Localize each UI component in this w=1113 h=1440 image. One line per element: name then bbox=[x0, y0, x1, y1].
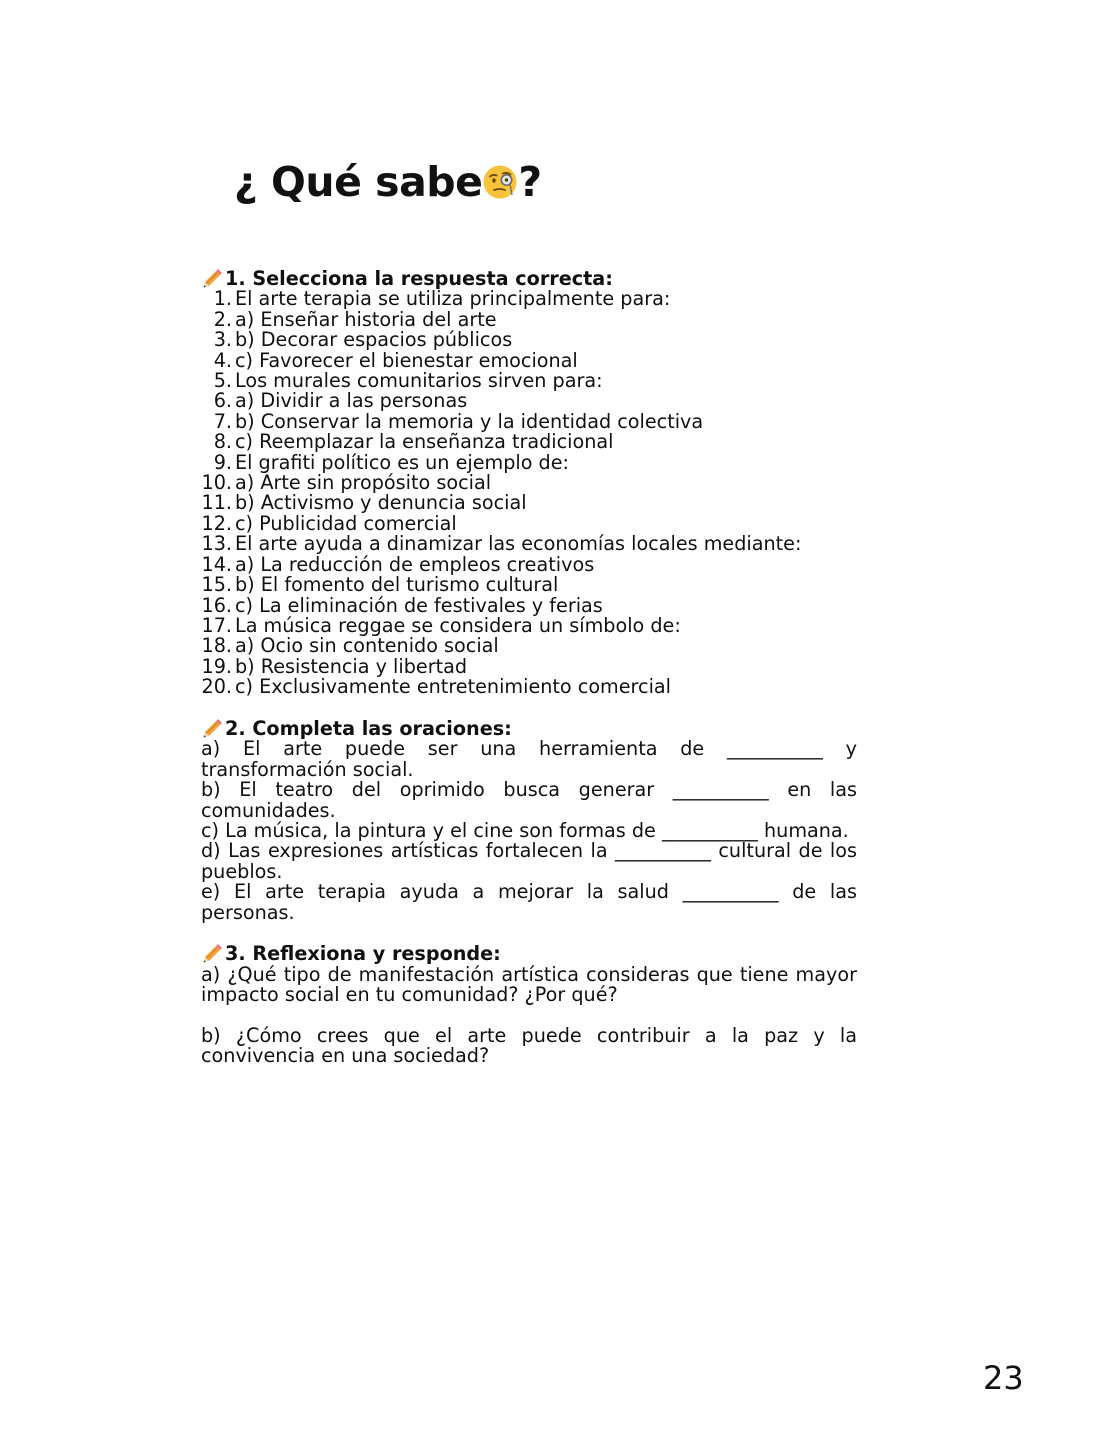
list-item-text: c) Reemplazar la enseñanza tradicional bbox=[235, 430, 614, 454]
list-item bbox=[201, 654, 857, 678]
sentence-d: d) Las expresiones artísticas fortalecen la __________ cultural de los pueblos. bbox=[201, 839, 857, 883]
list-item-number: 10. bbox=[201, 471, 232, 495]
list-item bbox=[201, 330, 857, 350]
spacer bbox=[201, 698, 857, 718]
list-item-number: 2. bbox=[213, 307, 232, 331]
list-item bbox=[201, 371, 857, 391]
sentence-c: c) La música, la pintura y el cine son formas de __________ humana. bbox=[201, 818, 849, 842]
list-item-text: a) Dividir a las personas bbox=[235, 389, 468, 413]
pencil-icon bbox=[201, 268, 223, 288]
page-title bbox=[234, 154, 542, 210]
list-item-text: b) Resistencia y libertad bbox=[235, 654, 468, 678]
list-item-text: b) El fomento del turismo cultural bbox=[235, 573, 559, 597]
list-item-number: 17. bbox=[201, 613, 232, 637]
list-item bbox=[201, 450, 857, 474]
list-item-number: 12. bbox=[201, 511, 232, 535]
section-3-heading bbox=[201, 943, 857, 964]
list-item bbox=[201, 511, 857, 535]
list-item-number: 6. bbox=[213, 389, 232, 413]
page-title-question-mark: ? bbox=[518, 158, 542, 206]
section-2-heading-text: 2. Completa las oraciones: bbox=[225, 716, 512, 740]
list-item-text: b) Conservar la memoria y la identidad colectiva bbox=[235, 409, 704, 433]
page-number: 23 bbox=[983, 1359, 1024, 1397]
list-item bbox=[201, 534, 857, 554]
list-item-number: 15. bbox=[201, 573, 232, 597]
list-item-text: El arte ayuda a dinamizar las economías locales mediante: bbox=[235, 532, 802, 556]
list-item-number: 5. bbox=[213, 369, 232, 393]
list-item-text: El arte terapia se utiliza principalmente para: bbox=[235, 287, 671, 311]
list-item-text: La música reggae se considera un símbolo de: bbox=[235, 613, 681, 637]
list-item bbox=[201, 432, 857, 452]
list-item-text: c) Publicidad comercial bbox=[235, 511, 457, 535]
list-item-number: 20. bbox=[201, 675, 232, 699]
worksheet-body bbox=[201, 268, 857, 1067]
face-with-monocle-icon bbox=[482, 158, 518, 194]
list-item-text: a) Ocio sin contenido social bbox=[235, 634, 499, 658]
list-item bbox=[201, 391, 857, 411]
section-1-heading-text: 1. Selecciona la respuesta correcta: bbox=[225, 267, 613, 290]
list-item-number: 13. bbox=[201, 532, 232, 556]
list-item-number: 11. bbox=[201, 491, 232, 515]
list-item-text: El grafiti político es un ejemplo de: bbox=[235, 450, 569, 474]
list-item bbox=[201, 348, 857, 372]
section-3-heading-text: 3. Reflexiona y responde: bbox=[225, 942, 501, 966]
pencil-icon bbox=[201, 718, 223, 738]
section-2-heading bbox=[201, 718, 857, 739]
reflection-question-b: b) ¿Cómo crees que el arte puede contribuir a la paz y la convivencia en una sociedad? bbox=[201, 1023, 857, 1068]
list-item-text: c) La eliminación de festivales y ferias bbox=[235, 593, 603, 617]
reflection-question-a: a) ¿Qué tipo de manifestación artística consideras que tiene mayor impacto social en tu comunidad? ¿Por qué? bbox=[201, 962, 857, 1007]
sentence-a: a) El arte puede ser una herramienta de __________ y transformación social. bbox=[201, 737, 857, 781]
pencil-icon bbox=[201, 943, 223, 963]
list-item bbox=[201, 552, 857, 576]
section-1-heading bbox=[201, 268, 857, 289]
list-item bbox=[201, 613, 857, 637]
list-item bbox=[201, 636, 857, 656]
list-item-number: 14. bbox=[201, 552, 232, 576]
list-item-text: Los murales comunitarios sirven para: bbox=[235, 369, 603, 393]
list-item-number: 7. bbox=[213, 409, 232, 433]
list-item-number: 8. bbox=[213, 430, 232, 454]
list-item-number: 9. bbox=[213, 450, 232, 474]
list-item bbox=[201, 289, 857, 309]
list-item bbox=[201, 593, 857, 617]
list-item bbox=[201, 575, 857, 595]
list-item bbox=[201, 677, 857, 697]
list-item-text: c) Favorecer el bienestar emocional bbox=[235, 348, 578, 372]
spacer bbox=[201, 1006, 857, 1026]
list-item-number: 18. bbox=[201, 634, 232, 658]
question-list bbox=[201, 289, 857, 697]
sentence-b: b) El teatro del oprimido busca generar __________ en las comunidades. bbox=[201, 778, 857, 822]
spacer bbox=[201, 923, 857, 943]
list-item-number: 1. bbox=[213, 287, 232, 311]
list-item-text: a) Arte sin propósito social bbox=[235, 471, 492, 495]
sentence-e: e) El arte terapia ayuda a mejorar la salud __________ de las personas. bbox=[201, 880, 857, 924]
list-item-text: c) Exclusivamente entretenimiento comercial bbox=[235, 675, 671, 699]
list-item-number: 19. bbox=[201, 654, 232, 678]
list-item-text: b) Activismo y denuncia social bbox=[235, 491, 527, 515]
page-title-text: ¿ Qué sabe bbox=[234, 158, 483, 206]
list-item-number: 16. bbox=[201, 593, 232, 617]
list-item bbox=[201, 493, 857, 513]
list-item-text: b) Decorar espacios públicos bbox=[235, 328, 513, 352]
list-item-number: 4. bbox=[213, 348, 232, 372]
list-item-number: 3. bbox=[213, 328, 232, 352]
list-item bbox=[201, 473, 857, 493]
list-item bbox=[201, 307, 857, 331]
list-item bbox=[201, 409, 857, 433]
list-item-text: a) La reducción de empleos creativos bbox=[235, 552, 595, 576]
list-item-text: a) Enseñar historia del arte bbox=[235, 307, 497, 331]
